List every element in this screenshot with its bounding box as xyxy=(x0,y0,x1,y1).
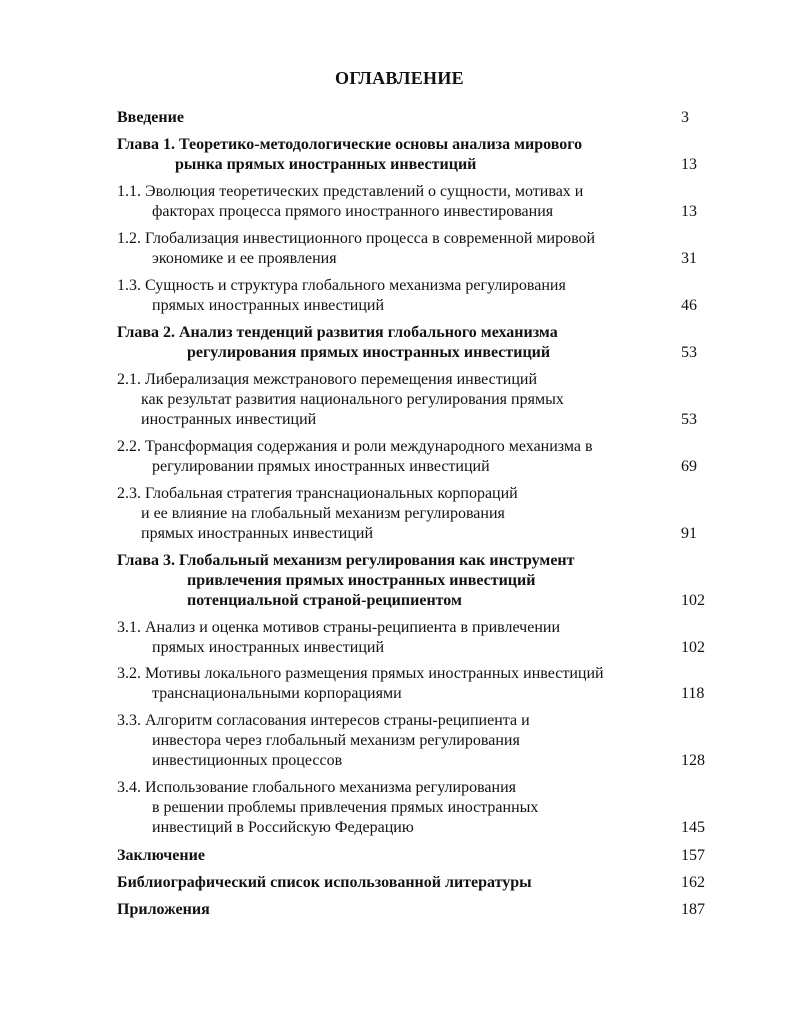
toc-line: иностранных инвестиций xyxy=(141,411,317,428)
toc-line: 3.4. Использование глобального механизма регулирования xyxy=(117,779,516,796)
toc-page-number: 162 xyxy=(681,874,705,891)
toc-line: инвестора через глобальный механизм регулирования xyxy=(152,732,520,749)
toc-entry-chapter-1 xyxy=(117,135,717,175)
toc-line: прямых иностранных инвестиций xyxy=(141,525,374,542)
toc-entry-2-1 xyxy=(117,370,717,430)
toc-line: потенциальной страной-реципиентом xyxy=(187,592,462,609)
toc-line: транснациональными корпорациями xyxy=(152,685,402,702)
toc-entry-chapter-3 xyxy=(117,551,717,611)
toc-entry-1-1 xyxy=(117,182,717,222)
toc-line: 3.1. Анализ и оценка мотивов страны-реципиента в привлечении xyxy=(117,619,560,636)
toc-page-number: 53 xyxy=(681,344,697,361)
toc-line: Глава 1. Теоретико-методологические основы анализа мирового xyxy=(117,136,583,153)
toc-line: прямых иностранных инвестиций xyxy=(152,297,385,314)
toc-entry-1-2 xyxy=(117,229,717,269)
toc-line: 2.3. Глобальная стратегия транснациональных корпораций xyxy=(117,485,518,502)
toc-line: Введение xyxy=(117,109,184,126)
toc-line: регулирования прямых иностранных инвестиций xyxy=(187,344,551,361)
toc-page-number: 46 xyxy=(681,297,697,314)
toc-line: 1.1. Эволюция теоретических представлений о сущности, мотивах и xyxy=(117,183,584,200)
toc-line: и ее влияние на глобальный механизм регулирования xyxy=(141,505,505,522)
toc-line: привлечения прямых иностранных инвестиций xyxy=(187,572,536,589)
toc-entry-3-3 xyxy=(117,711,717,771)
toc-line: Глава 3. Глобальный механизм регулирования как инструмент xyxy=(117,552,575,569)
toc-line: Приложения xyxy=(117,901,210,918)
toc-line: в решении проблемы привлечения прямых иностранных xyxy=(152,799,539,816)
toc-page-number: 3 xyxy=(681,109,689,126)
toc-entry-3-1 xyxy=(117,618,717,658)
toc-page-number: 13 xyxy=(681,203,697,220)
toc-line: рынка прямых иностранных инвестиций xyxy=(175,156,477,173)
toc-page-number: 13 xyxy=(681,156,697,173)
toc-page-number: 157 xyxy=(681,847,705,864)
toc-line: Глава 2. Анализ тенденций развития глобального механизма xyxy=(117,324,558,341)
toc-entry-appendices xyxy=(117,900,717,920)
toc-entry-conclusion xyxy=(117,846,717,866)
toc-line: 2.2. Трансформация содержания и роли международного механизма в xyxy=(117,438,593,455)
toc-entry-2-2 xyxy=(117,437,717,477)
toc-entry-introduction xyxy=(117,108,717,128)
toc-entry-3-2 xyxy=(117,664,717,704)
toc-entry-bibliography xyxy=(117,873,717,893)
toc-line: инвестиций в Российскую Федерацию xyxy=(152,819,414,836)
toc-page-number: 145 xyxy=(681,819,705,836)
toc-line: экономике и ее проявления xyxy=(152,250,337,267)
toc-entry-chapter-2 xyxy=(117,323,717,363)
toc-line: Заключение xyxy=(117,847,205,864)
page-title: ОГЛАВЛЕНИЕ xyxy=(335,68,464,88)
toc-page-number: 69 xyxy=(681,458,697,475)
toc-line: прямых иностранных инвестиций xyxy=(152,639,385,656)
toc-line: инвестиционных процессов xyxy=(152,752,343,769)
toc-page-number: 31 xyxy=(681,250,697,267)
toc-page-number: 128 xyxy=(681,752,705,769)
toc-line: 2.1. Либерализация межстранового перемещения инвестиций xyxy=(117,371,538,388)
toc-line: как результат развития национального регулирования прямых xyxy=(141,391,564,408)
toc-line: факторах процесса прямого иностранного инвестирования xyxy=(152,203,554,220)
toc-page-number: 187 xyxy=(681,901,705,918)
toc-page-number: 53 xyxy=(681,411,697,428)
toc-line: 3.2. Мотивы локального размещения прямых иностранных инвестиций xyxy=(117,665,604,682)
toc-line: регулировании прямых иностранных инвестиций xyxy=(152,458,490,475)
toc-entry-2-3 xyxy=(117,484,717,544)
toc-page-number: 102 xyxy=(681,639,705,656)
toc-line: 1.3. Сущность и структура глобального механизма регулирования xyxy=(117,277,566,294)
toc-line: 3.3. Алгоритм согласования интересов страны-реципиента и xyxy=(117,712,530,729)
toc-page-number: 102 xyxy=(681,592,705,609)
toc-entry-3-4 xyxy=(117,778,717,838)
toc-line: 1.2. Глобализация инвестиционного процесса в современной мировой xyxy=(117,230,596,247)
toc-entry-1-3 xyxy=(117,276,717,316)
toc-page-number: 118 xyxy=(681,685,705,702)
toc-page-number: 91 xyxy=(681,525,697,542)
toc-line: Библиографический список использованной литературы xyxy=(117,874,532,891)
